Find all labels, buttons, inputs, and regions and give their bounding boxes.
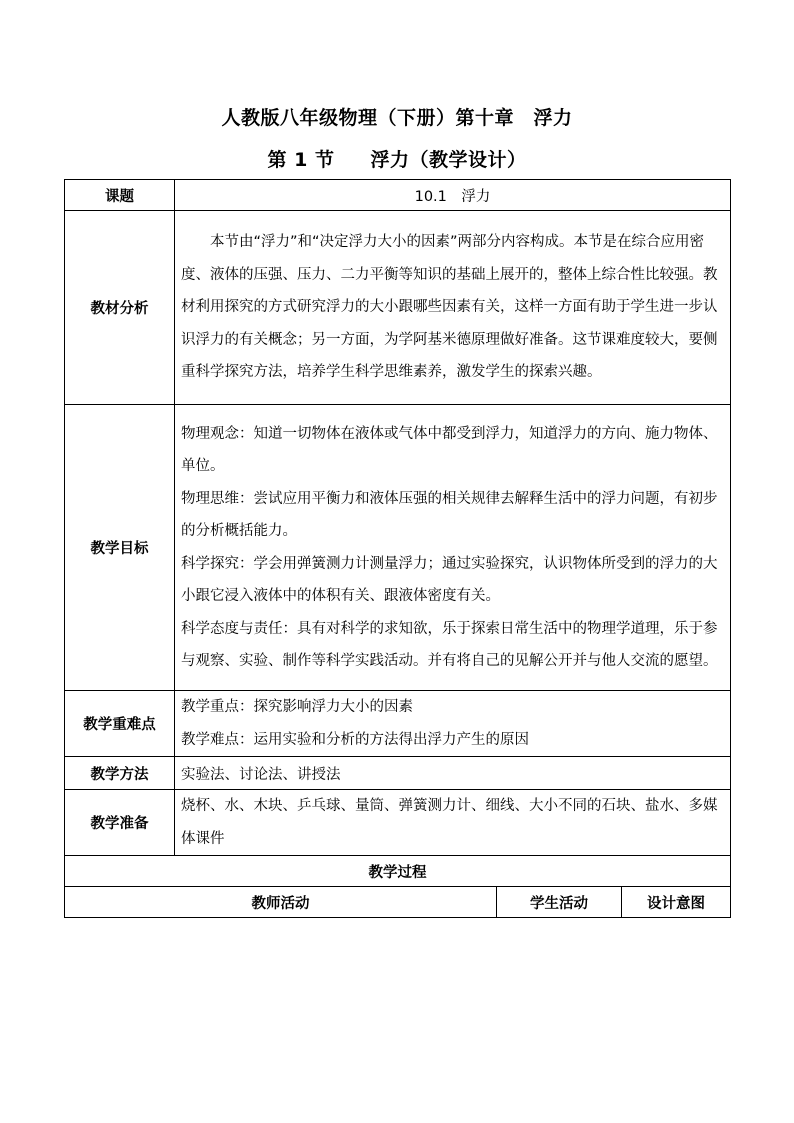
table-row-key-points: [65, 691, 731, 757]
objective-item: 科学态度与责任：具有对科学的求知欲，乐于探索日常生活中的物理学道理，乐于参与观察、实验、制作等科学实践活动。并有将自己的见解公开并与他人交流的愿望。: [181, 620, 718, 669]
section-title: 浮力（教学设计）: [370, 149, 527, 171]
preparation-label: 教学准备: [65, 790, 175, 856]
table-row-analysis: [65, 211, 731, 405]
objectives-cell: [175, 405, 731, 691]
table-row-process-heading: [65, 856, 731, 887]
objective-item: 物理思维：尝试应用平衡力和液体压强的相关规律去解释生活中的浮力问题，有初步的分析概括能力。: [181, 490, 718, 539]
key-point-item: 教学重点：探究影响浮力大小的因素: [181, 699, 413, 715]
table-row-methods: [65, 757, 731, 790]
column-design-intent: 设计意图: [622, 887, 731, 918]
document-title: 人教版八年级物理（下册）第十章 浮力: [221, 107, 573, 129]
methods-value: 实验法、讨论法、讲授法: [175, 757, 731, 790]
objective-item: 物理观念：知道一切物体在液体或气体中都受到浮力，知道浮力的方向、施力物体、单位。: [181, 425, 718, 474]
analysis-cell: [175, 211, 731, 405]
key-points-cell: [175, 691, 731, 757]
objective-item: 科学探究：学会用弹簧测力计测量浮力；通过实验探究，认识物体所受到的浮力的大小跟它浸入液体中的体积有关、跟液体密度有关。: [181, 555, 718, 604]
table-row-objectives: [65, 405, 731, 691]
table-row-preparation: [65, 790, 731, 856]
objectives-label: 教学目标: [65, 405, 175, 691]
topic-label: 课题: [65, 180, 175, 211]
process-heading: 教学过程: [65, 856, 731, 887]
section-number: 第 1 节: [267, 149, 335, 171]
methods-label: 教学方法: [65, 757, 175, 790]
analysis-label: 教材分析: [65, 211, 175, 405]
key-point-item: 教学难点：运用实验和分析的方法得出浮力产生的原因: [181, 731, 529, 748]
column-teacher-activity: 教师活动: [65, 887, 497, 918]
preparation-value: 烧杯、水、木块、乒乓球、量筒、弹簧测力计、细线、大小不同的石块、盐水、多媒体课件: [175, 790, 731, 856]
section-heading: [0, 145, 794, 172]
key-points-label: 教学重难点: [65, 691, 175, 757]
analysis-text: 本节由“浮力”和“决定浮力大小的因素”两部分内容构成。本节是在综合应用密度、液体的压强、压力、二力平衡等知识的基础上展开的，整体上综合性比较强。教材利用探究的方式研究浮力的大小跟哪些因素有关，这样一方面有助于学生进一步认识浮力的有关概念；另一方面，为学阿基米德原理做好准备。这节课难度较大，要侧重科学探究方法，培养学生科学思维素养，激发学生的探索兴趣。: [181, 234, 718, 381]
table-row-process-columns: [65, 887, 731, 918]
lesson-plan-table: [64, 179, 731, 918]
topic-value: 10.1 浮力: [175, 180, 731, 211]
column-student-activity: 学生活动: [497, 887, 622, 918]
table-row-topic: [65, 180, 731, 211]
